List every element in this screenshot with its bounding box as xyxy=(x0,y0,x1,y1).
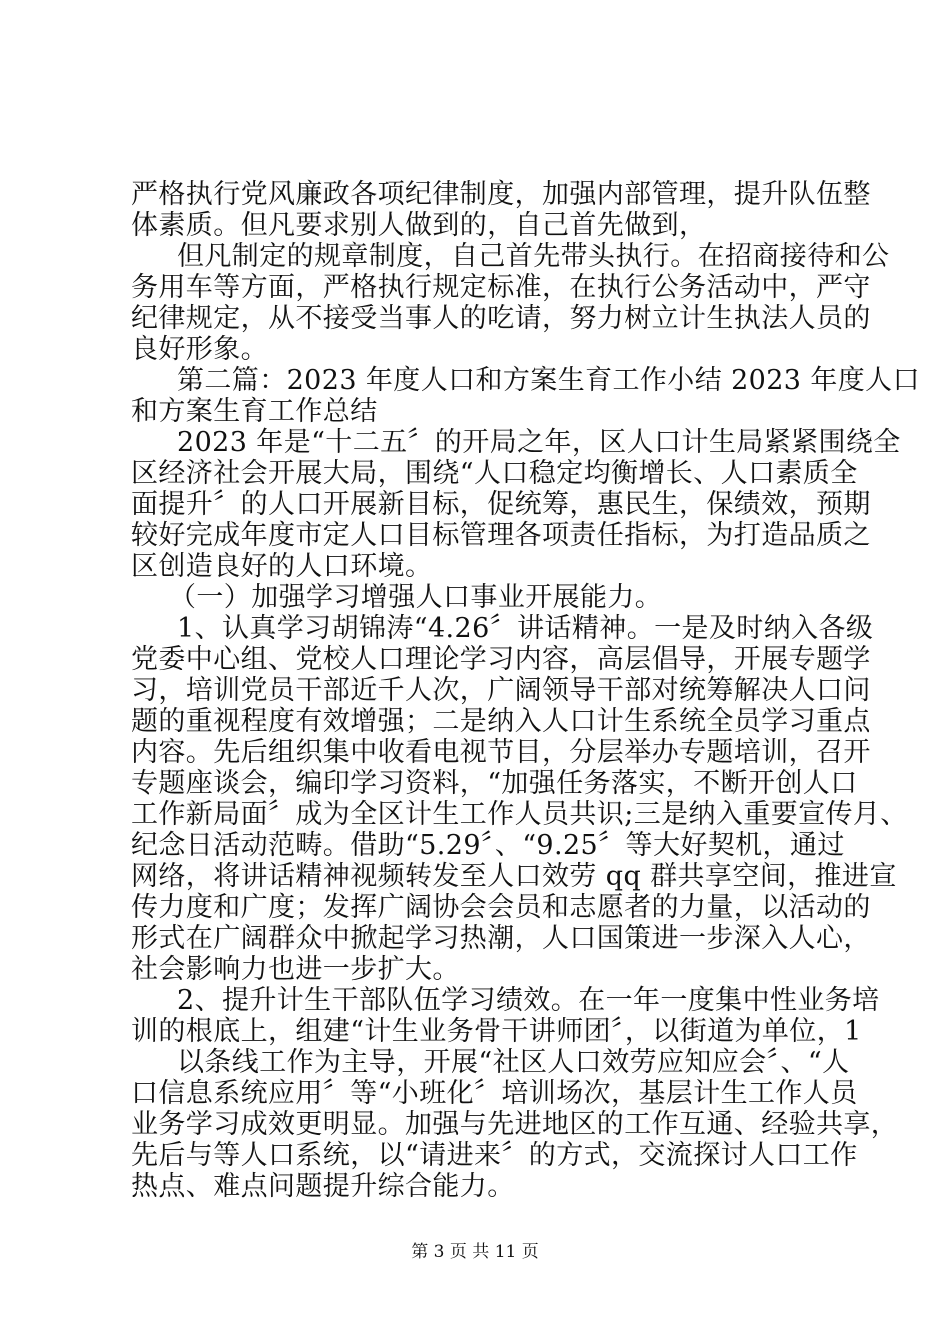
section-heading: 第二篇：2023 年度人口和方案生育工作小结 2023 年度人口 xyxy=(177,365,920,396)
text-line: 面提升〞的人口开展新目标，促统筹，惠民生，保绩效，预期 xyxy=(131,489,871,520)
text-line: 先后与等人口系统，以“请进来〞的方式，交流探讨人口工作 xyxy=(131,1140,858,1171)
text-line: 2、提升计生干部队伍学习绩效。在一年一度集中性业务培 xyxy=(177,985,880,1016)
text-line: 2023 年是“十二五〞的开局之年，区人口计生局紧紧围绕全 xyxy=(177,427,901,458)
text-line: 习，培训党员干部近千人次，广阔领导干部对统筹解决人口问 xyxy=(131,675,871,706)
text-line: 严格执行党风廉政各项纪律制度，加强内部管理，提升队伍整 xyxy=(131,179,871,210)
text-line: 题的重视程度有效增强；二是纳入人口计生系统全员学习重点 xyxy=(131,706,871,737)
text-line: 内容。先后组织集中收看电视节目，分层举办专题培训，召开 xyxy=(131,737,871,768)
text-line: 口信息系统应用〞等“小班化〞培训场次，基层计生工作人员 xyxy=(131,1078,858,1109)
text-line: 纪念日活动范畴。借助“5.29〞、“9.25〞等大好契机，通过 xyxy=(131,830,845,861)
text-line: 良好形象。 xyxy=(131,334,268,365)
text-line: 体素质。但凡要求别人做到的，自己首先做到， xyxy=(131,210,707,241)
text-line: 区创造良好的人口环境。 xyxy=(131,551,433,582)
text-line: 工作新局面〞成为全区计生工作人员共识;三是纳入重要宣传月、 xyxy=(131,799,908,830)
text-line: 区经济社会开展大局，围绕“人口稳定均衡增长、人口素质全 xyxy=(131,458,858,489)
text-line: 专题座谈会，编印学习资料，“加强任务落实，不断开创人口 xyxy=(131,768,858,799)
text-line: 热点、难点问题提升综合能力。 xyxy=(131,1171,515,1202)
text-line: 党委中心组、党校人口理论学习内容，高层倡导，开展专题学 xyxy=(131,644,871,675)
section-heading: 和方案生育工作总结 xyxy=(131,396,378,427)
text-line: 网络，将讲话精神视频转发至人口效劳 qq 群共享空间，推进宣 xyxy=(131,861,897,892)
subsection-heading: （一）加强学习增强人口事业开展能力。 xyxy=(169,582,663,613)
text-line: 纪律规定，从不接受当事人的吃请，努力树立计生执法人员的 xyxy=(131,303,871,334)
text-line: 形式在广阔群众中掀起学习热潮，人口国策进一步深入人心， xyxy=(131,923,871,954)
text-line: 务用车等方面，严格执行规定标准，在执行公务活动中，严守 xyxy=(131,272,871,303)
text-line: 传力度和广度；发挥广阔协会会员和志愿者的力量，以活动的 xyxy=(131,892,871,923)
text-line: 社会影响力也进一步扩大。 xyxy=(131,954,460,985)
page-number-footer: 第 3 页 共 11 页 xyxy=(411,1242,539,1262)
text-line: 训的根底上，组建“计生业务骨干讲师团〞，以街道为单位，1 xyxy=(131,1016,862,1047)
text-line: 1、认真学习胡锦涛“4.26〞讲话精神。一是及时纳入各级 xyxy=(177,613,874,644)
text-line: 业务学习成效更明显。加强与先进地区的工作互通、经验共享， xyxy=(131,1109,899,1140)
text-line: 较好完成年度市定人口目标管理各项责任指标，为打造品质之 xyxy=(131,520,871,551)
text-line: 以条线工作为主导，开展“社区人口效劳应知应会〞、“人 xyxy=(177,1047,850,1078)
text-line: 但凡制定的规章制度，自己首先带头执行。在招商接待和公 xyxy=(177,241,890,272)
